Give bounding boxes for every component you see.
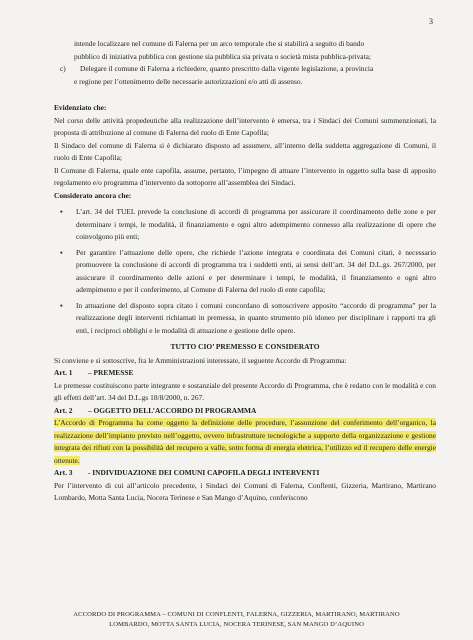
- intro-continuation-line: pubblico di iniziativa pubblica con gestione sia pubblica sia privata o società mista pubblica-privata;: [74, 51, 371, 61]
- bullet-text: In attuazione del disposto sopra citato i comuni concordano di sottoscrivere apposito “accordo di programma” per la realizzazione degli interventi richiamati in premessa, in quanto strumento più idoneo per disciplinare i rapporti tra gli enti, i reciproci obblighi e le modalità di attuazione e gestione delle opere.: [76, 300, 436, 335]
- article-number: Art. 1: [54, 368, 73, 377]
- article-text: Per l’intervento di cui all’articolo precedente, i Sindaci dei Comuni di Falerna, Conflenti, Gizzeria, Martirano, Martirano Lombardo, Motta Santa Lucia, Nocera Terinese e San Mango d’Aquino, conferiscono: [54, 480, 436, 502]
- intro-continuation-line: intende localizzare nel comune di Falerna per un arco temporale che si stabilirà a seguito di bando: [74, 39, 365, 48]
- article-number: Art. 3: [54, 468, 73, 477]
- section-heading-evidenziato: Evidenziato che:: [54, 103, 107, 112]
- paragraph: Il Sindaco del comune di Falerna si è dichiarato disposto ad assumere, all’interno della suddetta aggregazione di Comuni, il ruolo di Ente Capofila;: [54, 140, 436, 162]
- list-item-text: Delegare il comune di Falerna a richiedere, quanto prescritto dalla vigente legislazione, a provincia: [80, 64, 374, 73]
- footer-line: ACCORDO DI PROGRAMMA – COMUNI DI CONFLENTI, FALERNA, GIZZERIA, MARTIRANO, MARTIRANO: [73, 611, 400, 618]
- list-item-label: c): [60, 64, 66, 73]
- paragraph: Nel corso delle attività propedeutiche alla realizzazione dell’intervento è emersa, tra i Sindaci dei Comuni summenzionati, la proposta di attribuzione al comune di Falerna del ruolo di Ente Capofila;: [54, 115, 436, 137]
- article-title: - INDIVIDUAZIONE DEI COMUNI CAPOFILA DEGLI INTERVENTI: [88, 468, 320, 477]
- footer-line: LOMBARDO, MOTTA SANTA LUCIA, NOCERA TERINESE, SAN MANGO D’AQUINO: [109, 620, 364, 628]
- article-text: Le premesse costituiscono parte integrante e sostanziale del presente Accordo di Programma, che è redatto con le modalità e con gli effetti dell’art. 34 del D.L.gs 18/8/2000, n. 267.: [54, 380, 436, 402]
- section-heading-considerato: Considerato ancora che:: [54, 190, 132, 200]
- article-heading: [54, 467, 436, 480]
- article-number: Art. 2: [54, 405, 73, 415]
- list-item-text-continued: e regione per l’ottenimento delle necessarie autorizzazioni e/o atti di assenso.: [74, 76, 303, 86]
- article-heading: [54, 367, 436, 380]
- article-heading: [54, 405, 436, 418]
- article-title: – OGGETTO DELL’ACCORDO DI PROGRAMMA: [88, 405, 257, 415]
- paragraph: Il Comune di Falerna, quale ente capofila, assume, pertanto, l’impegno di attuare l’intervento in oggetto sulla base di apposito regolamento e/o programma d’intervento da sottoporre all’assemblea dei Sindaci.: [54, 165, 436, 187]
- bullet-text: L’art. 34 del TUEL prevede la conclusione di accordi di programma per assicurare il coordinamento delle zone e per determinare i tempi, le modalità, il finanziamento e ogni altro adempimento connesso alla realizzazione di opere che coinvolgono più enti;: [76, 207, 436, 241]
- page-body: [54, 38, 436, 505]
- article-title: – PREMESSE: [88, 368, 134, 377]
- square-bullet-icon: ▪: [60, 247, 63, 257]
- bullet-item: [60, 206, 436, 244]
- section-title-premesso: TUTTO CIO’ PREMESSO E CONSIDERATO: [170, 342, 320, 351]
- square-bullet-icon: ▪: [60, 300, 63, 310]
- bullet-item: [60, 300, 436, 338]
- bullet-item: [60, 247, 436, 297]
- page-footer: [40, 610, 433, 629]
- page-number: 3: [429, 17, 433, 26]
- article-text-highlighted: [54, 417, 436, 467]
- paragraph: Si conviene e si sottoscrive, fra le Amministrazioni interessate, il seguente Accordo di Programma:: [54, 355, 347, 365]
- bullet-text: Per garantire l’attuazione delle opere, che richiede l’azione integrata e coordinata dei Comuni citati, è necessario promuovere la conclusione di accordi di programma tra i suddetti enti, ai sensi dell’art. 34 del D.L.gs. 267/2000, per assicurare il coordinamento delle azioni e per determinare i tempi, le modalità, il finanziamento e ogni altro adempimento e per il conferimento, al Comune di Falerna del ruolo di ente capofila;: [76, 247, 436, 294]
- list-item-c: [60, 63, 436, 76]
- highlighted-text: L’Accordo di Programma ha come oggetto la definizione delle procedure, l’assunzione del conferimento dell’organico, la realizzazione dell’impianto previsto nell’oggetto, ovvero infrastrutture tecnologiche a supporto della organizzazione e gestione integrata dei rifiuti con la possibilità del recupero a valle, sotto forma di energia elettrica, l’utilizzo ed il recupero delle energie ottenute.: [54, 418, 436, 465]
- square-bullet-icon: ▪: [60, 207, 63, 216]
